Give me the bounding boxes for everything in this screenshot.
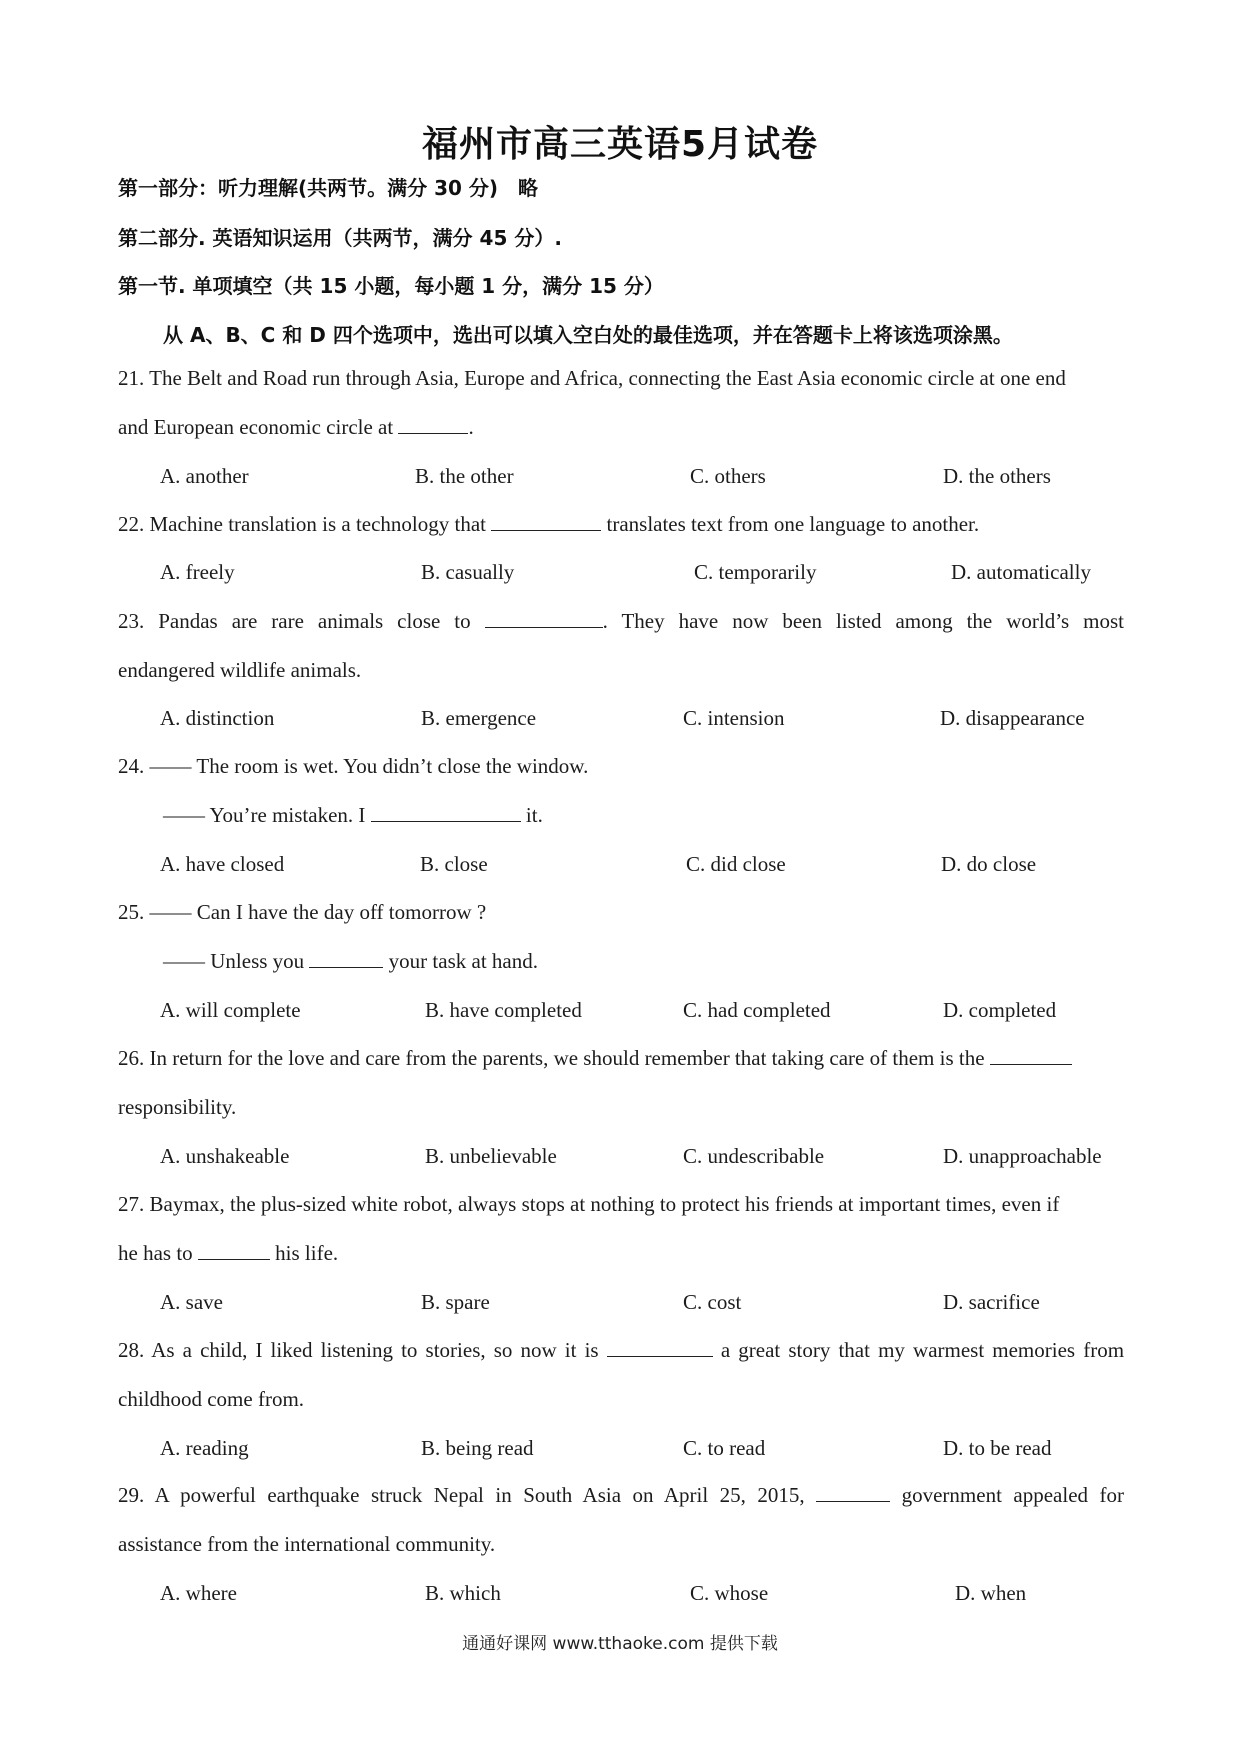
option-b: B. casually	[421, 560, 515, 584]
option-d: D. do close	[941, 852, 1037, 876]
question-29-line1: 29. A powerful earthquake struck Nepal in South Asia on April 25, 2015, government appealed for	[118, 1483, 1124, 1507]
question-28-line1: 28. As a child, I liked listening to stories, so now it is a great story that my warmest memories from	[118, 1338, 1125, 1362]
option-c: C. whose	[690, 1581, 769, 1605]
option-b: B. being read	[421, 1436, 534, 1460]
question-25-line2: —— Unless you your task at hand.	[163, 949, 538, 973]
option-d: D. disappearance	[940, 706, 1085, 730]
option-c: C. cost	[683, 1290, 742, 1314]
option-c: C. to read	[683, 1436, 766, 1460]
option-c: C. intension	[683, 706, 785, 730]
question-27-line1: 27. Baymax, the plus-sized white robot, always stops at nothing to protect his friends at important times, even if	[118, 1192, 1060, 1216]
option-b: B. spare	[421, 1290, 490, 1314]
option-c: C. temporarily	[694, 560, 817, 584]
answer-blank	[491, 512, 601, 531]
option-c: C. had completed	[683, 998, 831, 1022]
option-c: C. undescribable	[683, 1144, 825, 1168]
option-b: B. have completed	[425, 998, 582, 1022]
answer-blank	[816, 1483, 890, 1502]
option-a: A. distinction	[160, 706, 275, 730]
option-c: C. others	[690, 464, 766, 488]
option-d: D. completed	[943, 998, 1057, 1022]
section1-heading: 第一节. 单项填空（共 15 小题，每小题 1 分，满分 15 分）	[118, 274, 664, 298]
option-a: A. freely	[160, 560, 235, 584]
option-a: A. will complete	[160, 998, 301, 1022]
question-26-line1: 26. In return for the love and care from the parents, we should remember that taking care of them is the	[118, 1044, 1124, 1072]
option-d: D. the others	[943, 464, 1051, 488]
page-title: 福州市高三英语5月试卷	[421, 124, 819, 165]
question-25-line1: 25. —— Can I have the day off tomorrow ?	[118, 900, 487, 924]
answer-blank	[371, 803, 521, 822]
option-b: B. the other	[415, 464, 514, 488]
answer-blank	[485, 609, 603, 628]
part2-heading: 第二部分. 英语知识运用（共两节，满分 45 分）.	[118, 226, 562, 250]
instruction-text: 从 A、B、C 和 D 四个选项中，选出可以填入空白处的最佳选项，并在答题卡上将该选项涂黑。	[163, 323, 1013, 347]
option-d: D. to be read	[943, 1436, 1052, 1460]
footer-source: 通通好课网 www.tthaoke.com 提供下载	[462, 1634, 778, 1654]
question-21-line1: 21. The Belt and Road run through Asia, Europe and Africa, connecting the East Asia economic circle at one end	[118, 366, 1066, 390]
answer-blank	[990, 1046, 1072, 1065]
option-a: A. another	[160, 464, 249, 488]
part1-heading: 第一部分：听力理解(共两节。满分 30 分) 略	[118, 176, 539, 200]
answer-blank	[398, 415, 468, 434]
question-24-line2: —— You’re mistaken. I it.	[163, 803, 543, 827]
option-a: A. where	[160, 1581, 237, 1605]
option-d: D. when	[955, 1581, 1027, 1605]
question-23-line1: 23. Pandas are rare animals close to . They have now been listed among the world’s most	[118, 609, 1125, 633]
answer-blank	[198, 1241, 270, 1260]
option-a: A. reading	[160, 1436, 249, 1460]
option-d: D. sacrifice	[943, 1290, 1040, 1314]
answer-blank	[309, 949, 383, 968]
option-d: D. unapproachable	[943, 1144, 1102, 1168]
option-c: C. did close	[686, 852, 786, 876]
answer-blank	[607, 1338, 713, 1357]
question-29-line2: assistance from the international community.	[118, 1532, 496, 1556]
option-b: B. emergence	[421, 706, 537, 730]
question-26-line2: responsibility.	[118, 1095, 237, 1119]
question-21-line2: and European economic circle at .	[118, 415, 474, 439]
option-a: A. unshakeable	[160, 1144, 290, 1168]
option-a: A. have closed	[160, 852, 285, 876]
option-b: B. close	[420, 852, 488, 876]
option-a: A. save	[160, 1290, 223, 1314]
question-22-line1: 22. Machine translation is a technology that translates text from one language to another.	[118, 512, 980, 536]
question-24-line1: 24. —— The room is wet. You didn’t close the window.	[118, 754, 589, 778]
question-23-line2: endangered wildlife animals.	[118, 658, 362, 682]
option-b: B. which	[425, 1581, 501, 1605]
option-b: B. unbelievable	[425, 1144, 557, 1168]
question-28-line2: childhood come from.	[118, 1387, 305, 1411]
option-d: D. automatically	[951, 560, 1091, 584]
question-27-line2: he has to his life.	[118, 1241, 339, 1265]
